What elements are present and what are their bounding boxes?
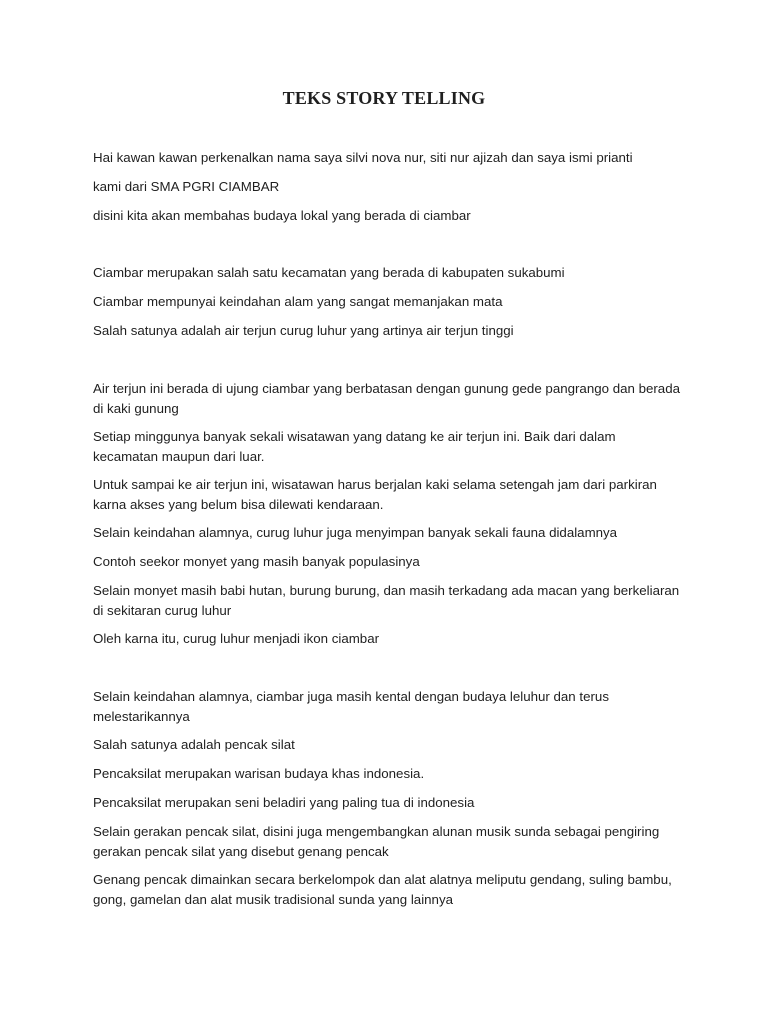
- paragraph-waterfall-location: Air terjun ini berada di ujung ciambar yang berbatasan dengan gunung gede pangrango dan berada di kaki gunung: [93, 381, 680, 416]
- paragraph-intro-names: Hai kawan kawan perkenalkan nama saya silvi nova nur, siti nur ajizah dan saya ismi prianti: [93, 150, 633, 165]
- paragraph-other-animals: Selain monyet masih babi hutan, burung burung, dan masih terkadang ada macan yang berkeliaran di sekitaran curug luhur: [93, 583, 680, 618]
- paragraph-culture: Selain keindahan alamnya, ciambar juga masih kental dengan budaya leluhur dan terus melestarikannya: [93, 689, 609, 724]
- paragraph-instruments: Genang pencak dimainkan secara berkelompok dan alat alatnya meliputu gendang, suling bambu, gong, gamelan dan alat musik tradisional sunda yang lainnya: [93, 872, 672, 907]
- paragraph-martial-art: Pencaksilat merupakan seni beladiri yang paling tua di indonesia: [93, 795, 475, 810]
- paragraph-icon: Oleh karna itu, curug luhur menjadi ikon ciambar: [93, 631, 380, 646]
- document-title: TEKS STORY TELLING: [282, 88, 486, 108]
- paragraph-ciambar-location: Ciambar merupakan salah satu kecamatan yang berada di kabupaten sukabumi: [93, 265, 565, 280]
- paragraph-access: Untuk sampai ke air terjun ini, wisatawan harus berjalan kaki selama setengah jam dari parkiran karna akses yang belum bisa dilewati kendaraan.: [93, 477, 657, 512]
- paragraph-intro-school: kami dari SMA PGRI CIAMBAR: [93, 179, 280, 194]
- paragraph-tourists: Setiap minggunya banyak sekali wisatawan yang datang ke air terjun ini. Baik dari dalam kecamatan maupun dari luar.: [93, 429, 616, 464]
- paragraph-music: Selain gerakan pencak silat, disini juga mengembangkan alunan musik sunda sebagai pengiring gerakan pencak silat yang disebut genang pencak: [93, 824, 660, 859]
- paragraph-pencak-silat: Salah satunya adalah pencak silat: [93, 737, 295, 752]
- paragraph-curug-luhur: Salah satunya adalah air terjun curug luhur yang artinya air terjun tinggi: [93, 323, 514, 338]
- paragraph-monkey: Contoh seekor monyet yang masih banyak populasinya: [93, 554, 420, 569]
- paragraph-heritage: Pencaksilat merupakan warisan budaya khas indonesia.: [93, 766, 425, 781]
- paragraph-fauna: Selain keindahan alamnya, curug luhur juga menyimpan banyak sekali fauna didalamnya: [93, 525, 618, 540]
- paragraph-ciambar-beauty: Ciambar mempunyai keindahan alam yang sangat memanjakan mata: [93, 294, 503, 309]
- paragraph-intro-topic: disini kita akan membahas budaya lokal yang berada di ciambar: [93, 208, 471, 223]
